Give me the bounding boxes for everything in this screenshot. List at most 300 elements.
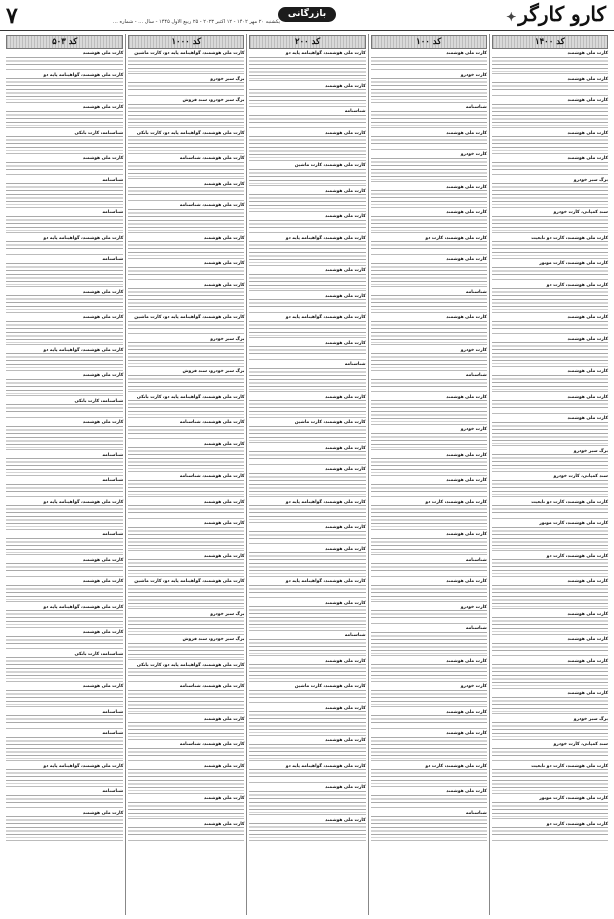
classified-ad (6, 420, 123, 450)
classified-ad (249, 214, 365, 233)
column-5 (4, 34, 125, 915)
ad-divider (6, 840, 123, 841)
classified-ad (249, 659, 365, 682)
column-2 (368, 34, 489, 915)
ad-body-text (6, 136, 123, 151)
ad-title: کارت ملی هوشمند (446, 257, 487, 262)
ad-body-text (249, 711, 365, 733)
classified-ad (492, 416, 608, 446)
classified-ad (371, 731, 487, 761)
ad-body-text (371, 690, 487, 705)
classified-ad (492, 500, 608, 519)
ad-title: کارت ملی هوشمند، گواهینامه پایه دو (43, 72, 124, 78)
ad-body-text (249, 169, 365, 184)
classified-ad (249, 633, 365, 656)
ad-title: کارت ملی هوشمند (567, 658, 608, 664)
ad-divider (6, 627, 123, 628)
classified-ad (371, 659, 487, 682)
ad-divider (249, 655, 365, 656)
classified-ad (371, 348, 487, 371)
ad-body-text (249, 791, 365, 813)
ad-title: کارت ملی هوشمند (82, 289, 124, 295)
ad-divider (249, 782, 365, 783)
logo-mark-icon: ✦ (506, 10, 517, 24)
ad-body-text (249, 115, 365, 126)
ad-body-text (6, 404, 123, 415)
ad-divider (371, 760, 487, 761)
ad-divider (6, 344, 123, 345)
ad-body-text (6, 769, 123, 784)
ad-divider (6, 706, 123, 707)
ad-divider (249, 290, 365, 291)
ad-body-text (371, 295, 487, 310)
ad-divider (249, 211, 365, 212)
ad-title: کارت ملی هوشمند، گواهینامه پایه دو (43, 235, 124, 241)
ad-body-text (371, 158, 487, 180)
ad-title: کارت ملی هوشمند، شناسنامه (179, 684, 245, 689)
ad-body-text (492, 748, 608, 759)
ad-title: کارت خودرو (460, 72, 487, 78)
ad-divider (128, 95, 244, 96)
classified-ad (249, 189, 365, 212)
classified-ad (371, 710, 487, 729)
ad-body-text (128, 668, 244, 679)
ad-body-text (6, 216, 123, 231)
ad-title: شناسنامه (465, 373, 487, 378)
classified-ad (371, 453, 487, 476)
ad-divider (128, 258, 244, 259)
ad-body-text (249, 690, 365, 701)
ad-title: کارت ملی هوشمند (567, 369, 608, 374)
classified-ad (128, 637, 244, 660)
ad-divider (128, 659, 244, 660)
ad-body-text (371, 263, 487, 285)
classified-ad (128, 717, 244, 740)
ad-title: شناسنامه (465, 810, 487, 816)
ad-title: برگ سبز خودرو، سند فروش (182, 98, 245, 103)
ad-divider (492, 232, 608, 233)
ad-body-text (6, 321, 123, 343)
ad-body-text (6, 78, 123, 100)
classified-ad (6, 257, 123, 287)
ad-title: کارت ملی هوشمند (567, 156, 608, 161)
ad-title: کارت ملی هوشمند، شناسنامه (179, 156, 245, 161)
ad-title: کارت ملی هوشمند، گواهینامه پایه دو (285, 579, 366, 584)
ad-title: کارت ملی هوشمند، گواهینامه پایه دو، کارت ماشین (134, 579, 245, 584)
classified-ad (371, 395, 487, 425)
ad-title: کارت ملی هوشمند (446, 184, 487, 190)
classified-ad (6, 710, 123, 729)
ad-title: کارت ملی هوشمند (446, 478, 487, 483)
classified-ad (492, 283, 608, 313)
ad-body-text (371, 632, 487, 654)
ad-title: کارت ملی هوشمند (203, 261, 245, 266)
ad-divider (6, 648, 123, 649)
ad-divider (249, 359, 365, 360)
ad-body-text (371, 190, 487, 205)
ad-body-text (6, 715, 123, 726)
ad-divider (249, 391, 365, 392)
ad-title: کارت ملی هوشمند، گواهینامه پایه دو (285, 499, 366, 505)
ad-body-text (371, 610, 487, 621)
ad-divider (6, 312, 123, 313)
code-banner: کد ۱۰۰ (371, 35, 487, 49)
ad-title: کارت ملی هوشمند (446, 532, 487, 537)
classified-ad (6, 131, 123, 154)
classified-ad (492, 796, 608, 819)
ad-divider (249, 265, 365, 266)
ad-title: شناسنامه (102, 478, 124, 483)
ad-title: شناسنامه (465, 289, 487, 295)
ad-divider (371, 370, 487, 371)
ad-divider (492, 608, 608, 609)
page-header (0, 0, 614, 31)
ad-title: کارت ملی هوشمند (446, 452, 487, 458)
ad-title: برگ سبز خودرو (573, 716, 608, 722)
classified-ad (6, 348, 123, 371)
classified-ad (492, 612, 608, 635)
ad-title: سند کمپانی، کارت خودرو (553, 742, 608, 747)
classified-ad (6, 156, 123, 175)
ad-title: کارت ملی هوشمند (203, 763, 245, 769)
ad-body-text (128, 288, 244, 310)
ad-divider (128, 496, 244, 497)
classified-ad (128, 98, 244, 128)
ad-divider (371, 807, 487, 808)
ad-divider (249, 814, 365, 815)
classified-ad (371, 51, 487, 70)
ad-divider (6, 127, 123, 128)
ad-body-text (6, 263, 123, 285)
ad-body-text (492, 267, 608, 278)
ad-body-text (492, 183, 608, 205)
ad-title: کارت ملی هوشمند (446, 130, 487, 136)
ad-divider (371, 706, 487, 707)
ad-title: کارت ملی هوشمند، گواهینامه پایه دو (285, 315, 366, 320)
ad-title: کارت خودرو (460, 347, 487, 353)
classified-ad (492, 395, 608, 414)
ad-body-text (6, 657, 123, 679)
ad-divider (492, 818, 608, 819)
ad-divider (128, 366, 244, 367)
ad-body-text (249, 220, 365, 231)
ad-divider (6, 728, 123, 729)
ad-divider (249, 442, 365, 443)
ad-divider (371, 254, 487, 255)
ad-body-text (6, 57, 123, 68)
ad-title: کارت ملی هوشمند، کارت دو تابعیت (531, 763, 608, 769)
classified-ad (371, 764, 487, 787)
ad-divider (249, 80, 365, 81)
classified-ad (6, 500, 123, 530)
ad-title: شناسنامه (102, 789, 124, 794)
ad-body-text (128, 342, 244, 364)
ad-body-text (371, 216, 487, 231)
ad-title: کارت ملی هوشمند (203, 441, 245, 447)
classified-ad (6, 652, 123, 682)
ad-body-text (249, 769, 365, 780)
ad-body-text (128, 617, 244, 632)
ad-divider (249, 417, 365, 418)
ad-body-text (371, 737, 487, 759)
ad-body-text (6, 563, 123, 574)
ad-body-text (249, 744, 365, 759)
ad-body-text (6, 636, 123, 647)
ad-title: کارت ملی هوشمند (82, 579, 124, 584)
classified-ad (371, 558, 487, 577)
classified-ad (492, 659, 608, 689)
ad-divider (371, 69, 487, 70)
ad-title: کارت ملی هوشمند، گواهینامه پایه دو (43, 499, 124, 505)
ad-title: شناسنامه (102, 177, 124, 183)
ad-body-text (249, 585, 365, 596)
classified-ad (6, 51, 123, 70)
classified-ad (492, 131, 608, 154)
classified-ad (371, 532, 487, 555)
ad-title: برگ سبز خودرو (210, 336, 245, 342)
ad-title: کارت ملی هوشمند (567, 691, 608, 696)
ad-body-text (371, 769, 487, 784)
classified-ad (6, 579, 123, 602)
ad-title: شناسنامه، کارت بانکی (74, 398, 124, 404)
ad-divider (249, 496, 365, 497)
ad-divider (6, 232, 123, 233)
ad-divider (371, 529, 487, 530)
ad-body-text (128, 769, 244, 791)
ad-divider (6, 496, 123, 497)
ad-divider (371, 102, 487, 103)
ad-body-text (249, 426, 365, 441)
classified-ad (6, 478, 123, 497)
ad-body-text (6, 458, 123, 473)
ad-divider (128, 178, 244, 179)
classified-ad (371, 605, 487, 624)
newspaper-logo: کارو کارگر✦ (506, 2, 606, 26)
ad-divider (249, 232, 365, 233)
ad-title: کارت ملی هوشمند (325, 394, 366, 400)
ad-title: کارت ملی هوشمند (325, 214, 366, 219)
ad-title: کارت ملی هوشمند (567, 416, 608, 421)
ad-divider (371, 655, 487, 656)
classified-ad (128, 579, 244, 609)
ad-divider (492, 550, 608, 551)
ad-body-text (128, 643, 244, 658)
ad-body-text (492, 617, 608, 632)
ad-title: کارت ملی هوشمند، گواهینامه پایه دو (285, 51, 366, 56)
ad-title: کارت ملی هوشمند (567, 579, 608, 584)
ad-body-text (6, 426, 123, 448)
classified-ad (6, 811, 123, 841)
classified-ad (128, 442, 244, 472)
ad-body-text (249, 606, 365, 628)
ad-title: کارت ملی هوشمند (446, 789, 487, 794)
ad-title: کارت ملی هوشمند (325, 546, 366, 552)
ad-title: کارت ملی هوشمند (567, 76, 608, 82)
code-banner: کد ۲۰۰ (249, 35, 365, 49)
classified-ad (6, 105, 123, 128)
code-banner: کد ۱۰۰۰ (128, 35, 244, 49)
ad-divider (371, 475, 487, 476)
ad-title: کارت ملی هوشمند (82, 810, 124, 816)
ad-body-text (6, 162, 123, 173)
ad-body-text (128, 82, 244, 93)
ad-body-text (128, 104, 244, 126)
classified-ad (492, 369, 608, 392)
ad-body-text (128, 162, 244, 177)
ad-body-text (128, 585, 244, 607)
ad-title: برگ سبز خودرو (210, 76, 245, 82)
classified-ad (6, 178, 123, 208)
classified-ad (492, 637, 608, 656)
ad-title: کارت ملی هوشمند (82, 156, 124, 161)
ad-title: کارت ملی هوشمند (82, 105, 124, 110)
ad-divider (249, 522, 365, 523)
ad-divider (492, 207, 608, 208)
classified-ad (249, 51, 365, 81)
ad-title: کارت ملی هوشمند (82, 630, 124, 635)
ad-divider (128, 518, 244, 519)
ad-title: کارت ملی هوشمند (82, 684, 124, 689)
ad-title: سند کمپانی، کارت خودرو (553, 474, 608, 479)
ad-title: کارت ملی هوشمند، کارت دو (546, 821, 608, 827)
ad-body-text (249, 451, 365, 462)
ad-body-text (249, 823, 365, 838)
ad-body-text (6, 737, 123, 759)
ad-divider (6, 554, 123, 555)
classified-ad (128, 500, 244, 519)
ad-body-text (492, 162, 608, 173)
ad-divider (249, 337, 365, 338)
ad-body-text (6, 241, 123, 252)
ad-body-text (128, 136, 244, 151)
ad-title: کارت ملی هوشمند، گواهینامه پایه دو (285, 763, 366, 769)
ad-body-text (6, 183, 123, 205)
ad-body-text (492, 241, 608, 256)
ad-title: شناسنامه (102, 731, 124, 736)
ad-title: کارت ملی هوشمند، کارت موتور (539, 261, 608, 266)
ad-body-text (128, 400, 244, 415)
ad-body-text (371, 433, 487, 448)
ad-body-text (492, 136, 608, 151)
ad-title: کارت ملی هوشمند (567, 637, 608, 642)
ad-body-text (249, 531, 365, 542)
ad-title: کارت ملی هوشمند (203, 235, 245, 241)
ad-title: کارت ملی هوشمند، کارت موتور (539, 796, 608, 801)
ad-divider (249, 702, 365, 703)
ad-divider (371, 840, 487, 841)
ad-title: کارت ملی هوشمند (325, 83, 366, 89)
ad-divider (128, 681, 244, 682)
classified-ad (128, 521, 244, 551)
ad-divider (6, 69, 123, 70)
ad-divider (371, 207, 487, 208)
ad-title: کارت ملی هوشمند (325, 705, 366, 711)
classified-ad (128, 742, 244, 761)
ad-divider (371, 554, 487, 555)
ad-title: کارت ملی هوشمند (203, 499, 245, 505)
ad-body-text (371, 400, 487, 422)
classified-ad (371, 579, 487, 602)
classified-ad (128, 796, 244, 819)
classified-ad (6, 73, 123, 103)
classified-ad (128, 395, 244, 418)
ad-body-text (128, 527, 244, 549)
ad-divider (492, 760, 608, 761)
ad-body-text (249, 473, 365, 495)
ad-title: کارت ملی هوشمند، کارت دو (546, 282, 608, 288)
classified-ad (128, 764, 244, 794)
ad-title: شناسنامه (344, 633, 366, 638)
ad-title: کارت ملی هوشمند، کارت ماشین (294, 420, 366, 425)
ad-divider (6, 807, 123, 808)
ad-divider (492, 258, 608, 259)
dateline: یکشنبه ۲۰ مهر ۱۴۰۲ - ۱۲ اکتبر ۲۰۲۳ - ۲۵ ربیع الاول ۱۴۴۵ - سال … - شماره … (112, 19, 280, 25)
ad-divider (492, 634, 608, 635)
ad-title: کارت ملی هوشمند، گواهینامه پایه دو (43, 347, 124, 353)
ad-divider (128, 608, 244, 609)
classified-ad (249, 163, 365, 186)
ad-body-text (6, 379, 123, 394)
ad-title: کارت ملی هوشمند (325, 817, 366, 823)
ad-body-text (6, 484, 123, 495)
ad-body-text (492, 559, 608, 574)
ad-title: شناسنامه (465, 557, 487, 563)
ad-body-text (371, 715, 487, 726)
classified-ad (128, 156, 244, 179)
ad-divider (492, 713, 608, 714)
classified-ad (249, 818, 365, 841)
ad-divider (128, 438, 244, 439)
ad-divider (371, 312, 487, 313)
ad-title: کارت ملی هوشمند، کارت موتور (539, 521, 608, 526)
classified-ad (249, 467, 365, 497)
classified-ad (492, 474, 608, 497)
ad-title: کارت ملی هوشمند (567, 130, 608, 136)
ad-divider (128, 471, 244, 472)
ad-title: کارت ملی هوشمند (82, 373, 124, 378)
classified-ad (371, 210, 487, 233)
ad-divider (128, 312, 244, 313)
ad-body-text (492, 288, 608, 310)
classified-ad (371, 315, 487, 345)
classified-ad (128, 77, 244, 96)
classified-ad (249, 706, 365, 736)
classified-ad (492, 742, 608, 761)
ad-body-text (128, 827, 244, 838)
ad-divider (371, 344, 487, 345)
ad-title: سند کمپانی، کارت خودرو (553, 210, 608, 215)
classified-ad (492, 337, 608, 367)
classified-ad (371, 478, 487, 497)
ad-divider (371, 623, 487, 624)
ad-body-text (371, 664, 487, 679)
ad-divider (492, 95, 608, 96)
ad-body-text (371, 136, 487, 147)
ad-title: کارت ملی هوشمند (567, 611, 608, 617)
ad-title: کارت ملی هوشمند، گواهینامه پایه دو (43, 604, 124, 610)
classified-ad (6, 764, 123, 787)
ad-divider (128, 127, 244, 128)
ad-title: کارت ملی هوشمند (325, 293, 366, 299)
classified-ad (6, 399, 123, 418)
ad-title: برگ سبز خودرو (573, 177, 608, 183)
classified-ad (249, 500, 365, 523)
classified-ad (492, 449, 608, 472)
ad-body-text (6, 505, 123, 527)
ad-body-text (249, 194, 365, 209)
ad-divider (249, 840, 365, 841)
ad-divider (6, 475, 123, 476)
